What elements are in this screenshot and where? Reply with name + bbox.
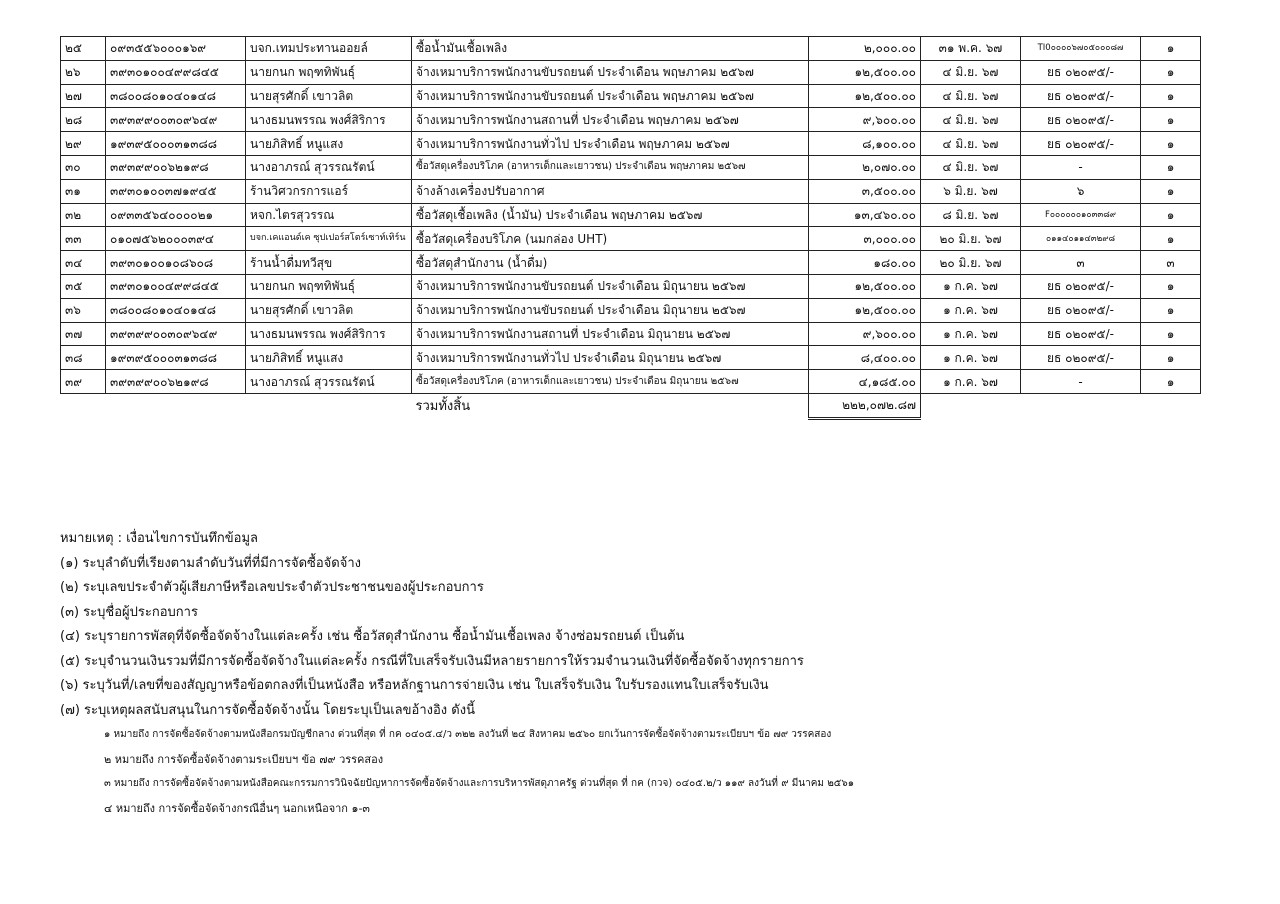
cell-amount: ๑๘๐.๐๐ — [809, 251, 921, 275]
cell-sequence: ๓๙ — [61, 370, 106, 394]
cell-date: ๑ ก.ค. ๖๗ — [921, 322, 1021, 346]
cell-item: จ้างเหมาบริการพนักงานสถานที่ ประจำเดือน มิถุนายน ๒๕๖๗ — [412, 322, 809, 346]
cell-reference: ยธ ๐๒๐๙๕/- — [1021, 346, 1141, 370]
cell-sequence: ๓๘ — [61, 346, 106, 370]
cell-date: ๔ มิ.ย. ๖๗ — [921, 60, 1021, 84]
cell-reference: - — [1021, 155, 1141, 179]
cell-item: จ้างเหมาบริการพนักงานขับรถยนต์ ประจำเดือน พฤษภาคม ๒๕๖๗ — [412, 84, 809, 108]
empty-cell — [1141, 393, 1201, 418]
cell-reference: ยธ ๐๒๐๙๕/- — [1021, 274, 1141, 298]
table-row — [61, 274, 1201, 298]
note-item: (๖) ระบุวันที่/เลขที่ของสัญญาหรือข้อตกลงที่เป็นหนังสือ หรือหลักฐานการจ่ายเงิน เช่น ใบเสร็จรับเงิน ใบรับรองแทนใบเสร็จรับเงิน — [60, 678, 769, 693]
cell-reason-code: ๑ — [1141, 84, 1201, 108]
table-row — [61, 108, 1201, 132]
cell-vendor: บจก.เคแอนด์เค ซุปเปอร์สโตร์เซาท์เทิร์น — [246, 227, 412, 251]
cell-reason-code: ๑ — [1141, 298, 1201, 322]
cell-sequence: ๒๖ — [61, 60, 106, 84]
cell-item: ซื้อวัสดุเครื่องบริโภค (อาหารเด็กและเยาวชน) ประจำเดือน มิถุนายน ๒๕๖๗ — [412, 370, 809, 394]
cell-tax-id: ๓๙๓๐๑๐๐๑๐๘๖๐๘ — [106, 251, 246, 275]
total-row — [61, 393, 1201, 418]
cell-date: ๒๐ มิ.ย. ๖๗ — [921, 227, 1021, 251]
cell-date: ๒๐ มิ.ย. ๖๗ — [921, 251, 1021, 275]
cell-reason-code: ๑ — [1141, 227, 1201, 251]
cell-sequence: ๓๑ — [61, 179, 106, 203]
cell-reason-code: ๑ — [1141, 108, 1201, 132]
table-row — [61, 370, 1201, 394]
cell-reference: ยธ ๐๒๐๙๕/- — [1021, 60, 1141, 84]
table-row — [61, 155, 1201, 179]
cell-vendor: นางธมนพรรณ พงศ์สิริการ — [246, 322, 412, 346]
cell-amount: ๑๒,๕๐๐.๐๐ — [809, 60, 921, 84]
cell-item: จ้างเหมาบริการพนักงานทั่วไป ประจำเดือน พฤษภาคม ๒๕๖๗ — [412, 132, 809, 156]
cell-amount: ๑๒,๕๐๐.๐๐ — [809, 298, 921, 322]
cell-reference: ๖ — [1021, 179, 1141, 203]
empty-cell — [1021, 393, 1141, 418]
cell-sequence: ๒๗ — [61, 84, 106, 108]
cell-item: จ้างเหมาบริการพนักงานขับรถยนต์ ประจำเดือน มิถุนายน ๒๕๖๗ — [412, 274, 809, 298]
note-item: (๓) ระบุชื่อผู้ประกอบการ — [60, 604, 198, 620]
table-row — [61, 60, 1201, 84]
cell-reference: ยธ ๐๒๐๙๕/- — [1021, 322, 1141, 346]
cell-vendor: บจก.เทมประทานออยล์ — [246, 37, 412, 61]
cell-item: จ้างเหมาบริการพนักงานทั่วไป ประจำเดือน มิถุนายน ๒๕๖๗ — [412, 346, 809, 370]
cell-reference: ๐๑๑๔๐๑๑๔๓๒๙๘ — [1021, 227, 1141, 251]
table-row — [61, 251, 1201, 275]
table-row — [61, 179, 1201, 203]
note-item: (๑) ระบุลำดับที่เรียงตามลำดับวันที่ที่มีการจัดซื้อจัดจ้าง — [60, 555, 361, 571]
cell-amount: ๒,๐๐๐.๐๐ — [809, 37, 921, 61]
note-sub-item: ๒ หมายถึง การจัดซื้อจัดจ้างตามระเบียบฯ ข้อ ๗๙ วรรคสอง — [104, 752, 384, 766]
cell-vendor: นางอาภรณ์ สุวรรณรัตน์ — [246, 370, 412, 394]
empty-cell — [921, 393, 1021, 418]
table-row — [61, 227, 1201, 251]
cell-reason-code: ๑ — [1141, 370, 1201, 394]
cell-reason-code: ๑ — [1141, 274, 1201, 298]
table-body — [61, 37, 1201, 419]
procurement-table — [60, 36, 1201, 420]
cell-amount: ๒,๐๗๐.๐๐ — [809, 155, 921, 179]
notes-heading: หมายเหตุ : เงื่อนไขการบันทึกข้อมูล — [60, 531, 259, 546]
cell-vendor: นายกนก พฤฑทิพันธุ์ — [246, 60, 412, 84]
table-row — [61, 346, 1201, 370]
note-item: (๗) ระบุเหตุผลสนับสนุนในการจัดซื้อจัดจ้างนั้น โดยระบุเป็นเลขอ้างอิง ดังนี้ — [60, 702, 475, 718]
cell-date: ๑ ก.ค. ๖๗ — [921, 346, 1021, 370]
cell-tax-id: ๓๙๓๐๑๐๐๔๙๙๘๔๕ — [106, 60, 246, 84]
cell-amount: ๓,๐๐๐.๐๐ — [809, 227, 921, 251]
cell-tax-id: ๓๘๐๐๘๐๑๐๔๐๑๔๘ — [106, 298, 246, 322]
cell-vendor: นางอาภรณ์ สุวรรณรัตน์ — [246, 155, 412, 179]
cell-reference: F๐๐๐๐๐๐๑๐๓๓๘๙ — [1021, 203, 1141, 227]
note-sub-item: ๓ หมายถึง การจัดซื้อจัดจ้างตามหนังสือคณะกรรมการวินิจฉัยปัญหาการจัดซื้อจัดจ้างและการบริหารพัสดุภาครัฐ ด่วนที่สุด ที่ กค (กวจ) ๐๔๐๕.๒/ว ๑๑๙ ลงวันที่ ๙ มีนาคม ๒๕๖๑ — [104, 778, 855, 789]
cell-item: จ้างเหมาบริการพนักงานสถานที่ ประจำเดือน พฤษภาคม ๒๕๖๗ — [412, 108, 809, 132]
cell-amount: ๘,๑๐๐.๐๐ — [809, 132, 921, 156]
cell-reference: ยธ ๐๒๐๙๕/- — [1021, 132, 1141, 156]
cell-amount: ๓,๕๐๐.๐๐ — [809, 179, 921, 203]
note-sub-item: ๔ หมายถึง การจัดซื้อจัดจ้างกรณีอื่นๆ นอกเหนือจาก ๑-๓ — [104, 801, 370, 815]
empty-cell — [106, 393, 246, 418]
cell-amount: ๙,๖๐๐.๐๐ — [809, 108, 921, 132]
cell-tax-id: ๓๙๓๐๑๐๐๔๙๙๘๔๕ — [106, 274, 246, 298]
cell-date: ๘ มิ.ย. ๖๗ — [921, 203, 1021, 227]
cell-vendor: นายสุรศักดิ์ เขาวลิต — [246, 84, 412, 108]
empty-cell — [61, 393, 106, 418]
cell-sequence: ๓๓ — [61, 227, 106, 251]
cell-sequence: ๒๕ — [61, 37, 106, 61]
table-row — [61, 132, 1201, 156]
cell-item: ซื้อวัสดุเครื่องบริโภค (อาหารเด็กและเยาวชน) ประจำเดือน พฤษภาคม ๒๕๖๗ — [412, 155, 809, 179]
cell-reason-code: ๑ — [1141, 322, 1201, 346]
cell-tax-id: ๓๙๓๙๙๐๐๓๐๙๖๔๙ — [106, 108, 246, 132]
cell-sequence: ๓๐ — [61, 155, 106, 179]
cell-sequence: ๓๖ — [61, 298, 106, 322]
cell-tax-id: ๐๑๐๗๕๖๒๐๐๐๓๙๔ — [106, 227, 246, 251]
cell-vendor: นายสุรศักดิ์ เขาวลิต — [246, 298, 412, 322]
cell-item: ซื้อวัสดุสำนักงาน (น้ำดื่ม) — [412, 251, 809, 275]
cell-vendor: นายกนก พฤฑทิพันธุ์ — [246, 274, 412, 298]
cell-reference: TI0๐๐๐๐๖๗๐๕๐๐๐๘๗ — [1021, 37, 1141, 61]
cell-reason-code: ๑ — [1141, 37, 1201, 61]
cell-tax-id: ๓๙๓๙๙๐๐๖๒๑๙๘ — [106, 370, 246, 394]
cell-date: ๔ มิ.ย. ๖๗ — [921, 84, 1021, 108]
cell-sequence: ๒๘ — [61, 108, 106, 132]
cell-amount: ๘,๔๐๐.๐๐ — [809, 346, 921, 370]
cell-sequence: ๓๒ — [61, 203, 106, 227]
cell-reason-code: ๑ — [1141, 346, 1201, 370]
cell-tax-id: ๐๙๓๕๕๖๐๐๐๑๖๙ — [106, 37, 246, 61]
note-item: (๔) ระบุรายการพัสดุที่จัดซื้อจัดจ้างในแต่ละครั้ง เช่น ซื้อวัสดุสำนักงาน ซื้อน้ำมันเชื้อเพลง จ้างซ่อมรถยนต์ เป็นต้น — [60, 629, 685, 644]
cell-date: ๔ มิ.ย. ๖๗ — [921, 132, 1021, 156]
cell-tax-id: ๓๘๐๐๘๐๑๐๔๐๑๔๘ — [106, 84, 246, 108]
cell-vendor: นายภิสิทธิ์ หนูแสง — [246, 132, 412, 156]
cell-sequence: ๓๕ — [61, 274, 106, 298]
cell-vendor: ร้านน้ำดื่มทวีสุข — [246, 251, 412, 275]
cell-reference: ยธ ๐๒๐๙๕/- — [1021, 108, 1141, 132]
cell-date: ๔ มิ.ย. ๖๗ — [921, 108, 1021, 132]
cell-date: ๑ ก.ค. ๖๗ — [921, 274, 1021, 298]
cell-sequence: ๒๙ — [61, 132, 106, 156]
note-item: (๒) ระบุเลขประจำตัวผู้เสียภาษีหรือเลขประจำตัวประชาชนของผู้ประกอบการ — [60, 580, 484, 595]
cell-reference: - — [1021, 370, 1141, 394]
cell-vendor: นางธมนพรรณ พงศ์สิริการ — [246, 108, 412, 132]
cell-date: ๓๑ พ.ค. ๖๗ — [921, 37, 1021, 61]
cell-reason-code: ๑ — [1141, 155, 1201, 179]
cell-reason-code: ๑ — [1141, 60, 1201, 84]
cell-reason-code: ๓ — [1141, 251, 1201, 275]
cell-item: ซื้อวัสดุเชื้อเพลิง (น้ำมัน) ประจำเดือน พฤษภาคม ๒๕๖๗ — [412, 203, 809, 227]
cell-tax-id: ๐๙๓๓๕๖๔๐๐๐๐๒๑ — [106, 203, 246, 227]
cell-item: จ้างเหมาบริการพนักงานขับรถยนต์ ประจำเดือน มิถุนายน ๒๕๖๗ — [412, 298, 809, 322]
total-amount: ๒๒๒,๐๗๒.๘๗ — [809, 393, 921, 418]
cell-date: ๑ ก.ค. ๖๗ — [921, 370, 1021, 394]
table-row — [61, 298, 1201, 322]
cell-reference: ยธ ๐๒๐๙๕/- — [1021, 84, 1141, 108]
cell-tax-id: ๑๙๓๙๕๐๐๐๓๑๓๘๘ — [106, 132, 246, 156]
cell-amount: ๑๒,๕๐๐.๐๐ — [809, 274, 921, 298]
cell-date: ๔ มิ.ย. ๖๗ — [921, 155, 1021, 179]
cell-tax-id: ๓๙๓๙๙๐๐๓๐๙๖๔๙ — [106, 322, 246, 346]
cell-tax-id: ๑๙๓๙๕๐๐๐๓๑๓๘๘ — [106, 346, 246, 370]
cell-date: ๑ ก.ค. ๖๗ — [921, 298, 1021, 322]
total-label: รวมทั้งสิ้น — [415, 398, 471, 414]
cell-reference: ยธ ๐๒๐๙๕/- — [1021, 298, 1141, 322]
table-row — [61, 203, 1201, 227]
cell-reason-code: ๑ — [1141, 132, 1201, 156]
table-row — [61, 322, 1201, 346]
cell-item: จ้างเหมาบริการพนักงานขับรถยนต์ ประจำเดือน พฤษภาคม ๒๕๖๗ — [412, 60, 809, 84]
note-sub-item: ๑ หมายถึง การจัดซื้อจัดจ้างตามหนังสือกรมบัญชีกลาง ด่วนที่สุด ที่ กค ๐๔๐๕.๔/ว ๓๒๒ ลงวันที่ ๒๔ สิงหาคม ๒๕๖๐ ยกเว้นการจัดซื้อจัดจ้างตามระเบียบฯ ข้อ ๗๙ วรรคสอง — [104, 729, 832, 740]
cell-sequence: ๓๔ — [61, 251, 106, 275]
cell-reference: ๓ — [1021, 251, 1141, 275]
table-row — [61, 37, 1201, 61]
cell-tax-id: ๓๙๓๐๑๐๐๓๗๑๙๔๕ — [106, 179, 246, 203]
cell-vendor: ร้านวิศวกรการแอร์ — [246, 179, 412, 203]
cell-item: ซื้อวัสดุเครื่องบริโภค (นมกล่อง UHT) — [412, 227, 809, 251]
empty-cell — [246, 393, 412, 418]
cell-reason-code: ๑ — [1141, 179, 1201, 203]
cell-vendor: นายภิสิทธิ์ หนูแสง — [246, 346, 412, 370]
cell-amount: ๙,๖๐๐.๐๐ — [809, 322, 921, 346]
cell-tax-id: ๓๙๓๙๙๐๐๖๒๑๙๘ — [106, 155, 246, 179]
cell-reason-code: ๑ — [1141, 203, 1201, 227]
notes-section — [60, 527, 1220, 821]
table-row — [61, 84, 1201, 108]
cell-amount: ๑๒,๕๐๐.๐๐ — [809, 84, 921, 108]
cell-vendor: หจก.ไตรสุวรรณ — [246, 203, 412, 227]
cell-amount: ๑๓,๔๖๐.๐๐ — [809, 203, 921, 227]
cell-sequence: ๓๗ — [61, 322, 106, 346]
cell-item: ซื้อน้ำมันเชื้อเพลิง — [412, 37, 809, 61]
cell-item: จ้างล้างเครื่องปรับอากาศ — [412, 179, 809, 203]
note-item: (๕) ระบุจำนวนเงินรวมที่มีการจัดซื้อจัดจ้างในแต่ละครั้ง กรณีที่ใบเสร็จรับเงินมีหลายรายการให้รวมจำนวนเงินที่จัดซื้อจัดจ้างทุกรายการ — [60, 653, 804, 669]
cell-date: ๖ มิ.ย. ๖๗ — [921, 179, 1021, 203]
cell-amount: ๔,๑๘๕.๐๐ — [809, 370, 921, 394]
